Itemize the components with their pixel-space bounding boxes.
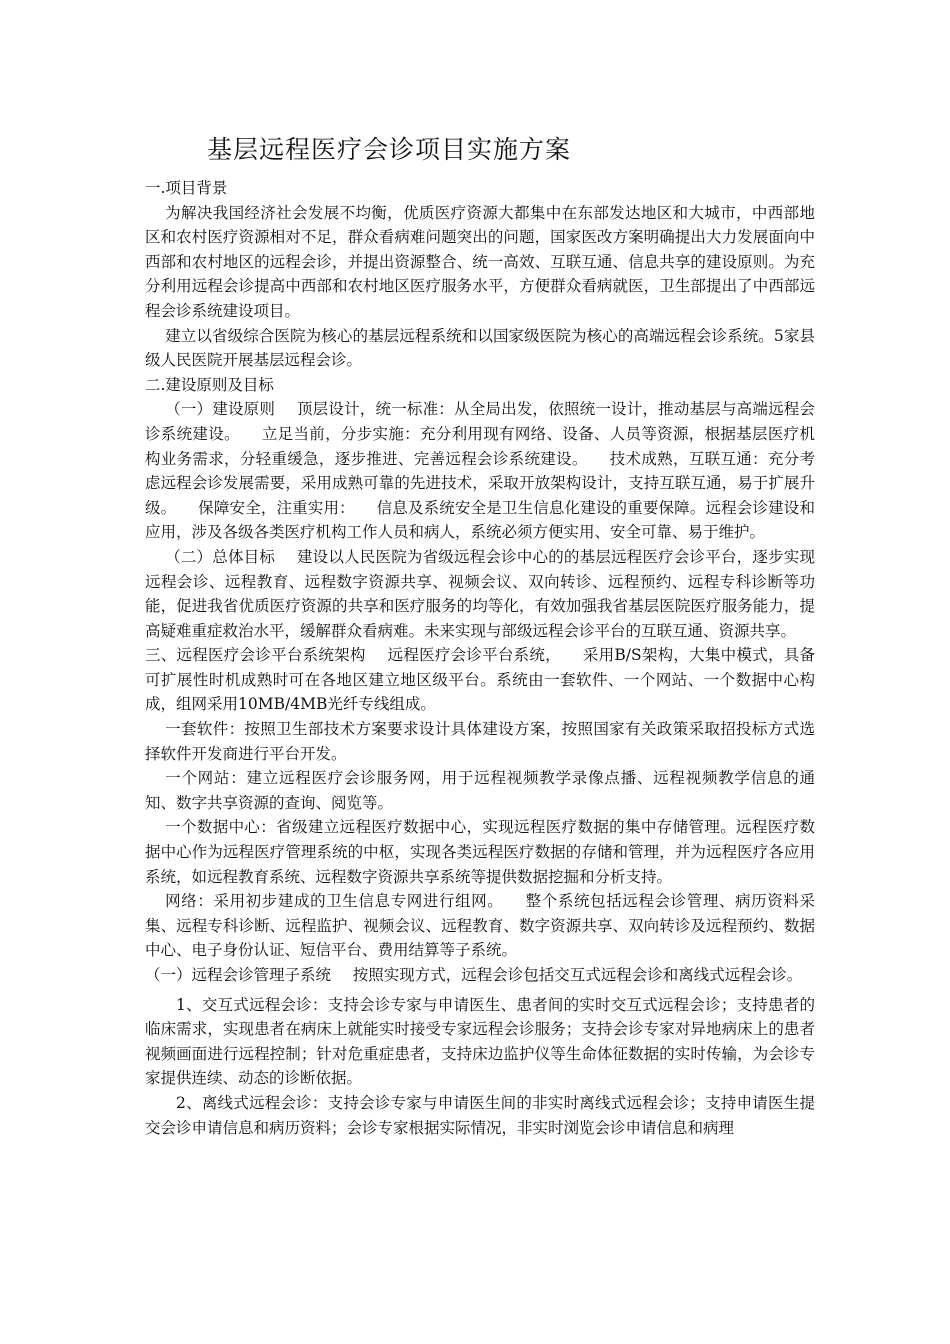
section-1-heading: 一.项目背景 — [145, 179, 228, 197]
overall-goal-paragraph — [145, 545, 815, 643]
data-center-paragraph: 一个数据中心：省级建立远程医疗数据中心，实现远程医疗数据的集中存储管理。远程医疗数据中心作为远程医疗管理系统的中枢，实现各类远程医疗数据的存储和管理，并为远程医疗各应用系统，如远程教育系统、远程数字资源共享系统等提供数据挖掘和分析支持。 — [145, 818, 815, 886]
website-paragraph: 一个网站：建立远程医疗会诊服务网，用于远程视频教学录像点播、远程视频教学信息的通知、数字共享资源的查询、阅览等。 — [145, 769, 815, 812]
interactive-consultation-item: 1、交互式远程会诊：支持会诊专家与申请医生、患者间的实时交互式远程会诊；支持患者的临床需求，实现患者在病床上就能实时接受专家远程会诊服务；支持会诊专家对异地病床上的患者视频画面进行远程控制；针对危重症患者，支持床边监护仪等生命体征数据的实时传输，为会诊专家提供连续、动态的诊断依据。 — [145, 995, 815, 1088]
construction-principles-label: （一）建设原则 — [165, 400, 276, 419]
principle-mature-technology: 技术成熟，互联互通：充分考虑远程会诊发展需要，采用成熟可靠的先进技术，采取开放架构设计，支持互联互通，易于扩展升级。 — [145, 449, 815, 517]
section-2-heading: 二.建设原则及目标 — [145, 375, 274, 394]
network-paragraph — [145, 889, 815, 963]
network-text: 网络：采用初步建成的卫生信息专网进行组网。 — [165, 892, 504, 911]
overall-goal-label: （二）总体目标 — [165, 547, 276, 566]
offline-consultation-item: 2、离线式远程会诊：支持会诊专家与申请医生间的非实时离线式远程会诊；支持申请医生提交会诊申请信息和病历资料；会诊专家根据实际情况，非实时浏览会诊申请信息和病理 — [145, 1093, 815, 1137]
consultation-management-text: 按照实现方式，远程会诊包括交互式远程会诊和离线式远程会诊。 — [352, 966, 803, 984]
subsystems-text: 整个系统包括远程会诊管理、病历资料采集、远程专科诊断、远程监护、视频会议、远程教育、数字资源共享、双向转诊及远程预约、数据中心、电子身份认证、短信平台、费用结算等子系统。 — [145, 892, 815, 960]
principle-security-detail: 信息及系统安全是卫生信息化建设的重要保障。远程会诊建设和应用，涉及各级各类医疗机构工作人员和病人，系统必须方便实用、安全可靠、易于维护。 — [145, 498, 815, 542]
section-1-paragraph-2: 建立以省级综合医院为核心的基层远程系统和以国家级医院为核心的高端远程会诊系统。5家县级人民医院开展基层远程会诊。 — [145, 326, 815, 370]
overall-goal-text: 建设以人民医院为省级远程会诊中心的的基层远程医疗会诊平台，逐步实现远程会诊、远程教育、远程数字资源共享、视频会议、双向转诊、远程预约、远程专科诊断等功能，促进我省优质医疗资源的共享和医疗服务的均等化，有效加强我省基层医院医疗服务能力，提高疑难重症救治水平，缓解群众看病难。未来实现与部级远程会诊平台的互联互通、资源共享。 — [145, 547, 815, 640]
platform-system-text: 远程医疗会诊平台系统， — [387, 646, 561, 665]
software-paragraph: 一套软件：按照卫生部技术方案要求设计具体建设方案，按照国家有关政策采取招投标方式选择软件开发商进行平台开发。 — [145, 720, 815, 763]
principle-step-by-step: 立足当前，分步实施：充分利用现有网络、设备、人员等资源，根据基层医疗机构业务需求，分轻重缓急，逐步推进、完善远程会诊系统建设。 — [145, 424, 815, 468]
consultation-management-paragraph — [145, 963, 815, 988]
section-3-paragraph — [145, 643, 815, 717]
section-3-heading: 三、远程医疗会诊平台系统架构 — [145, 646, 366, 665]
architecture-text: 采用B/S架构，大集中模式，具备可扩展性时机成熟时可在各地区建立地区级平台。系统由一套软件、一个网站、一个数据中心构成，组网采用10MB/4MB光纤专线组成。 — [145, 646, 815, 714]
consultation-management-label: （一）远程会诊管理子系统 — [145, 966, 332, 984]
principle-top-level-design: 顶层设计，统一标准：从全局出发，依照统一设计，推动基层与高端远程会诊系统建设。 — [145, 400, 815, 443]
document-page — [145, 128, 815, 1140]
document-title: 基层远程医疗会诊项目实施方案 — [207, 135, 572, 164]
section-1-paragraph-1: 为解决我国经济社会发展不均衡，优质医疗资源大都集中在东部发达地区和大城市，中西部地区和农村医疗资源相对不足，群众看病难问题突出的问题，国家医改方案明确提出大力发展面向中西部和农村地区的远程会诊，并提出资源整合、统一高效、互联互通、信息共享的建设原则。为充分利用远程会诊提高中西部和农村地区医疗服务水平，方便群众看病就医，卫生部提出了中西部远程会诊系统建设项目。 — [145, 203, 815, 320]
construction-principles-paragraph — [145, 397, 815, 545]
principle-security: 保障安全，注重实用： — [198, 498, 355, 517]
